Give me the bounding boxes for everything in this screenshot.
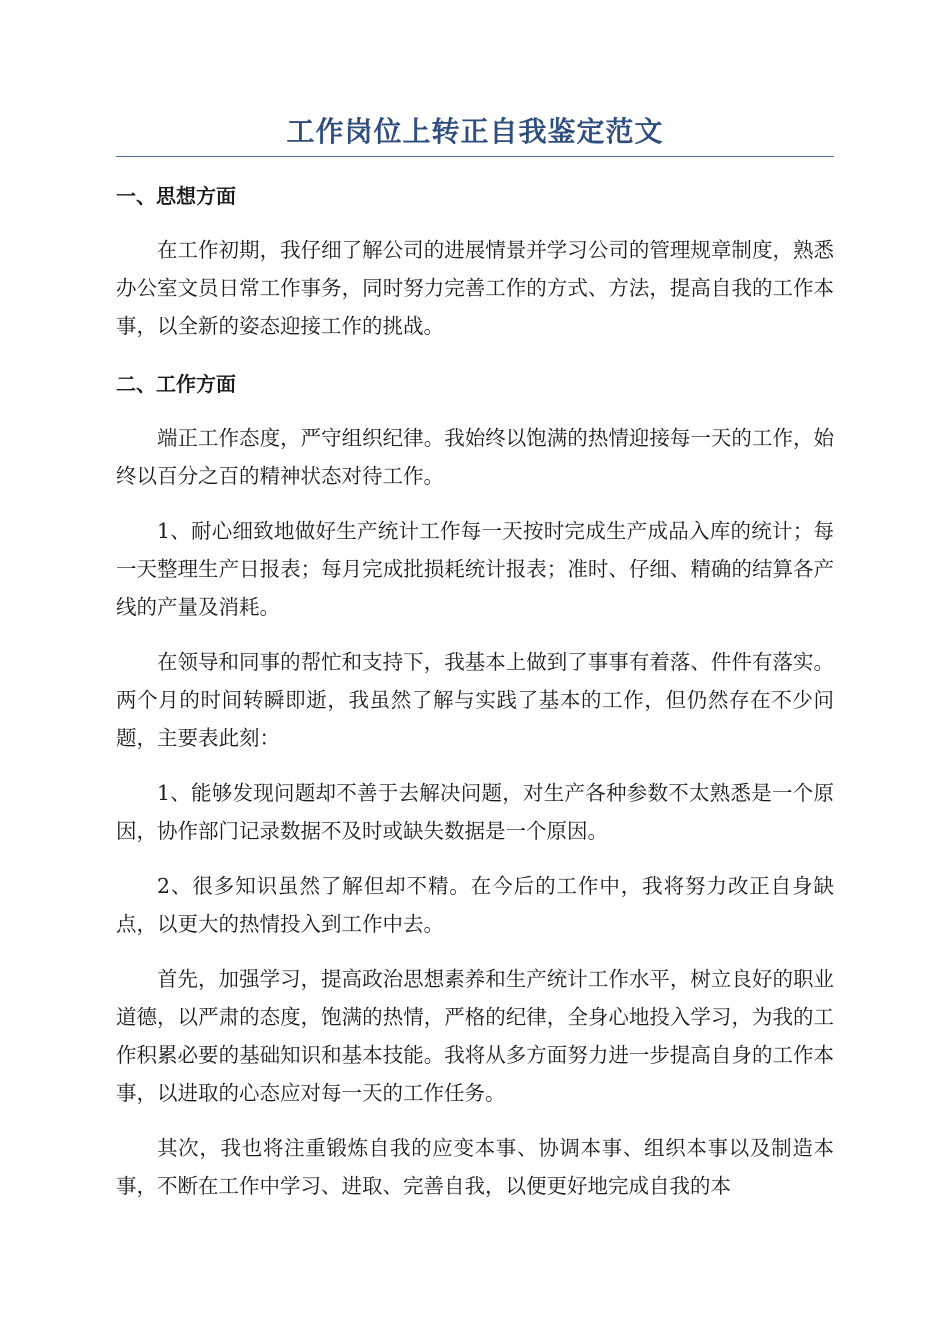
document-page [116,112,834,1222]
paragraph: 端正工作态度，严守组织纪律。我始终以饱满的热情迎接每一天的工作，始终以百分之百的精神状态对待工作。 [116,426,834,488]
section-heading-thought: 一、思想方面 [116,184,236,208]
document-title: 工作岗位上转正自我鉴定范文 [286,115,664,148]
paragraph: 1、耐心细致地做好生产统计工作每一天按时完成生产成品入库的统计；每一天整理生产日报表；每月完成批损耗统计报表；准时、仔细、精确的结算各产线的产量及消耗。 [116,519,834,619]
paragraph: 在领导和同事的帮忙和支持下，我基本上做到了事事有着落、件件有落实。两个月的时间转瞬即逝，我虽然了解与实践了基本的工作，但仍然存在不少问题，主要表此刻： [116,650,834,750]
paragraph: 其次，我也将注重锻炼自我的应变本事、协调本事、组织本事以及制造本事，不断在工作中学习、进取、完善自我，以便更好地完成自我的本 [116,1136,834,1198]
section-heading-work: 二、工作方面 [116,372,236,396]
paragraph: 1、能够发现问题却不善于去解决问题，对生产各种参数不太熟悉是一个原因，协作部门记录数据不及时或缺失数据是一个原因。 [116,781,834,843]
paragraph: 在工作初期，我仔细了解公司的进展情景并学习公司的管理规章制度，熟悉办公室文员日常工作事务，同时努力完善工作的方式、方法，提高自我的工作本事，以全新的姿态迎接工作的挑战。 [116,238,834,338]
paragraph: 首先，加强学习，提高政治思想素养和生产统计工作水平，树立良好的职业道德，以严肃的态度，饱满的热情，严格的纪律，全身心地投入学习，为我的工作积累必要的基础知识和基本技能。我将从多方面努力进一步提高自身的工作本事，以进取的心态应对每一天的工作任务。 [116,967,834,1105]
title-underline [116,156,834,157]
paragraph: 2、很多知识虽然了解但却不精。在今后的工作中，我将努力改正自身缺点，以更大的热情投入到工作中去。 [116,874,834,936]
